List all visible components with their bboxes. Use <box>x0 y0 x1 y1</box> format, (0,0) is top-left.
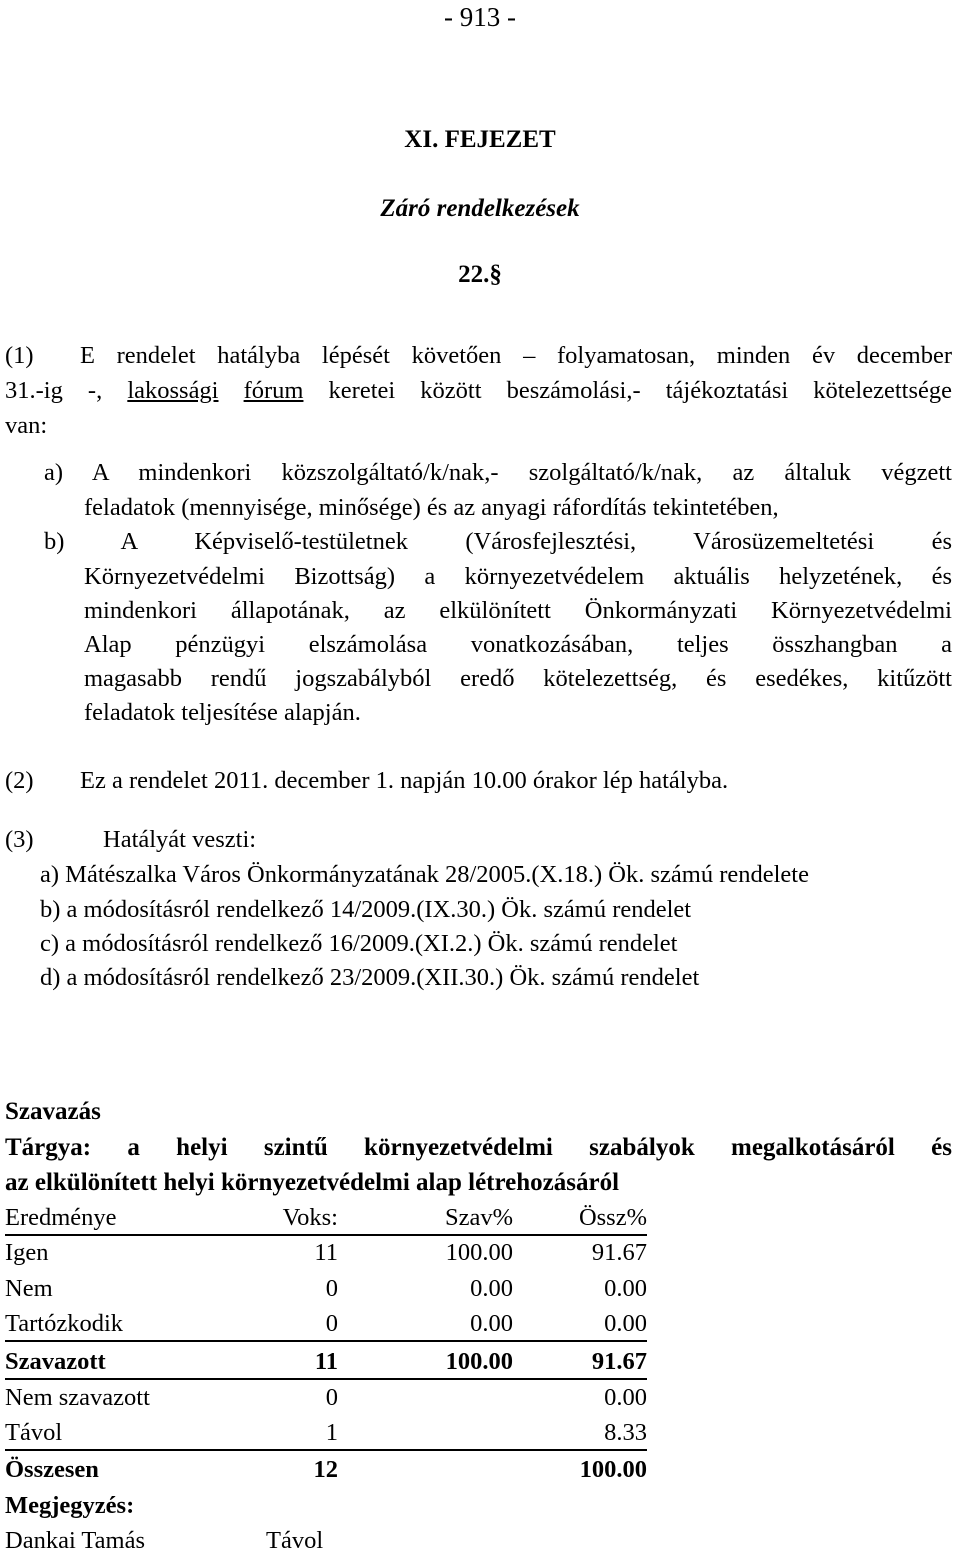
item-b-line3: mindenkori állapotának, az elkülönített Önkormányzati Környezetvédelmi <box>84 597 952 624</box>
para1-line2-start: 31.-ig -, <box>5 377 128 404</box>
section-number: 22.§ <box>458 261 502 288</box>
row-ossz: 0.00 <box>604 1275 647 1302</box>
row-label: Összesen <box>5 1456 99 1483</box>
repealed-item-b: b) a módosításról rendelkező 14/2009.(IX.30.) Ök. számú rendelet <box>40 896 692 923</box>
row-label: Távol <box>5 1419 63 1446</box>
row-ossz: 91.67 <box>591 1239 647 1266</box>
row-label: Szavazott <box>5 1348 106 1375</box>
para3-number: (3) <box>5 826 34 853</box>
para2-text: Ez a rendelet 2011. december 1. napján 10.00 órakor lép hatályba. <box>80 767 729 794</box>
para1-line3: van: <box>5 412 48 439</box>
page-number: - 913 - <box>444 2 516 32</box>
item-b-line2: Környezetvédelmi Bizottság) a környezetvédelem aktuális helyzetének, és <box>84 563 952 590</box>
para1-underlined-word-2: fórum <box>243 377 304 404</box>
item-b-line1: b) A Képviselő-testületnek (Városfejlesztési, Városüzemeltetési és <box>44 528 952 555</box>
para1-line2-end: keretei között beszámolási,- tájékoztatási kötelezettsége <box>303 377 953 404</box>
row-label: Nem szavazott <box>5 1384 150 1411</box>
row-ossz: 0.00 <box>604 1310 647 1337</box>
header-ossz: Össz% <box>578 1204 647 1231</box>
item-b-line6: feladatok teljesítése alapján. <box>84 699 361 726</box>
vote-subject-line2: az elkülönített helyi környezetvédelmi alap létrehozásáról <box>5 1169 620 1196</box>
para2-number: (2) <box>5 767 34 794</box>
repealed-item-a: a) Mátészalka Város Önkormányzatának 28/2005.(X.18.) Ök. számú rendelete <box>40 861 809 888</box>
para1-line1: E rendelet hatályba lépését követően – folyamatosan, minden év december <box>80 342 952 369</box>
repealed-item-c: c) a módosításról rendelkező 16/2009.(XI.2.) Ök. számú rendelet <box>40 930 678 957</box>
header-voks: Voks: <box>282 1204 338 1231</box>
note-label: Megjegyzés: <box>5 1492 135 1519</box>
row-ossz: 0.00 <box>604 1384 647 1411</box>
row-ossz: 91.67 <box>591 1348 647 1375</box>
para1-line2 <box>5 379 952 404</box>
item-a-line1: a) A mindenkori közszolgáltató/k/nak,- szolgáltató/k/nak, az általuk végzett <box>44 459 952 486</box>
para1-underlined-word-1: lakossági <box>127 377 219 404</box>
row-voks: 11 <box>314 1239 338 1266</box>
row-ossz: 100.00 <box>579 1456 647 1483</box>
row-label: Igen <box>5 1239 49 1266</box>
vote-heading: Szavazás <box>5 1098 101 1125</box>
row-ossz: 8.33 <box>604 1419 647 1446</box>
note-status: Távol <box>266 1527 324 1554</box>
chapter-heading: XI. FEJEZET <box>404 126 556 153</box>
row-szav: 100.00 <box>445 1239 513 1266</box>
item-b-line4: Alap pénzügyi elszámolása vonatkozásában, teljes összhangban a <box>84 631 952 658</box>
row-voks: 12 <box>313 1456 338 1483</box>
para1-number: (1) <box>5 342 34 369</box>
item-a-line2: feladatok (mennyisége, minősége) és az anyagi ráfordítás tekintetében, <box>84 494 779 521</box>
header-eredmenye: Eredménye <box>5 1204 117 1231</box>
para3-text: Hatályát veszti: <box>103 826 257 853</box>
item-b-line5: magasabb rendű jogszabályból eredő kötelezettség, és esedékes, kitűzött <box>84 665 952 692</box>
repealed-item-d: d) a módosításról rendelkező 23/2009.(XII.30.) Ök. számú rendelet <box>40 964 700 991</box>
row-voks: 1 <box>325 1419 338 1446</box>
row-voks: 0 <box>325 1275 338 1302</box>
chapter-title: Záró rendelkezések <box>380 195 580 222</box>
note-name: Dankai Tamás <box>5 1527 146 1554</box>
header-szav: Szav% <box>444 1204 513 1231</box>
row-label: Tartózkodik <box>5 1310 124 1337</box>
row-label: Nem <box>5 1275 53 1302</box>
row-voks: 0 <box>325 1310 338 1337</box>
row-szav: 0.00 <box>470 1310 513 1337</box>
row-szav: 0.00 <box>470 1275 513 1302</box>
row-voks: 11 <box>314 1348 338 1375</box>
vote-subject-line1: Tárgya: a helyi szintű környezetvédelmi szabályok megalkotásáról és <box>5 1134 952 1161</box>
para1-line2-space <box>219 377 244 404</box>
row-szav: 100.00 <box>445 1348 513 1375</box>
row-voks: 0 <box>325 1384 338 1411</box>
